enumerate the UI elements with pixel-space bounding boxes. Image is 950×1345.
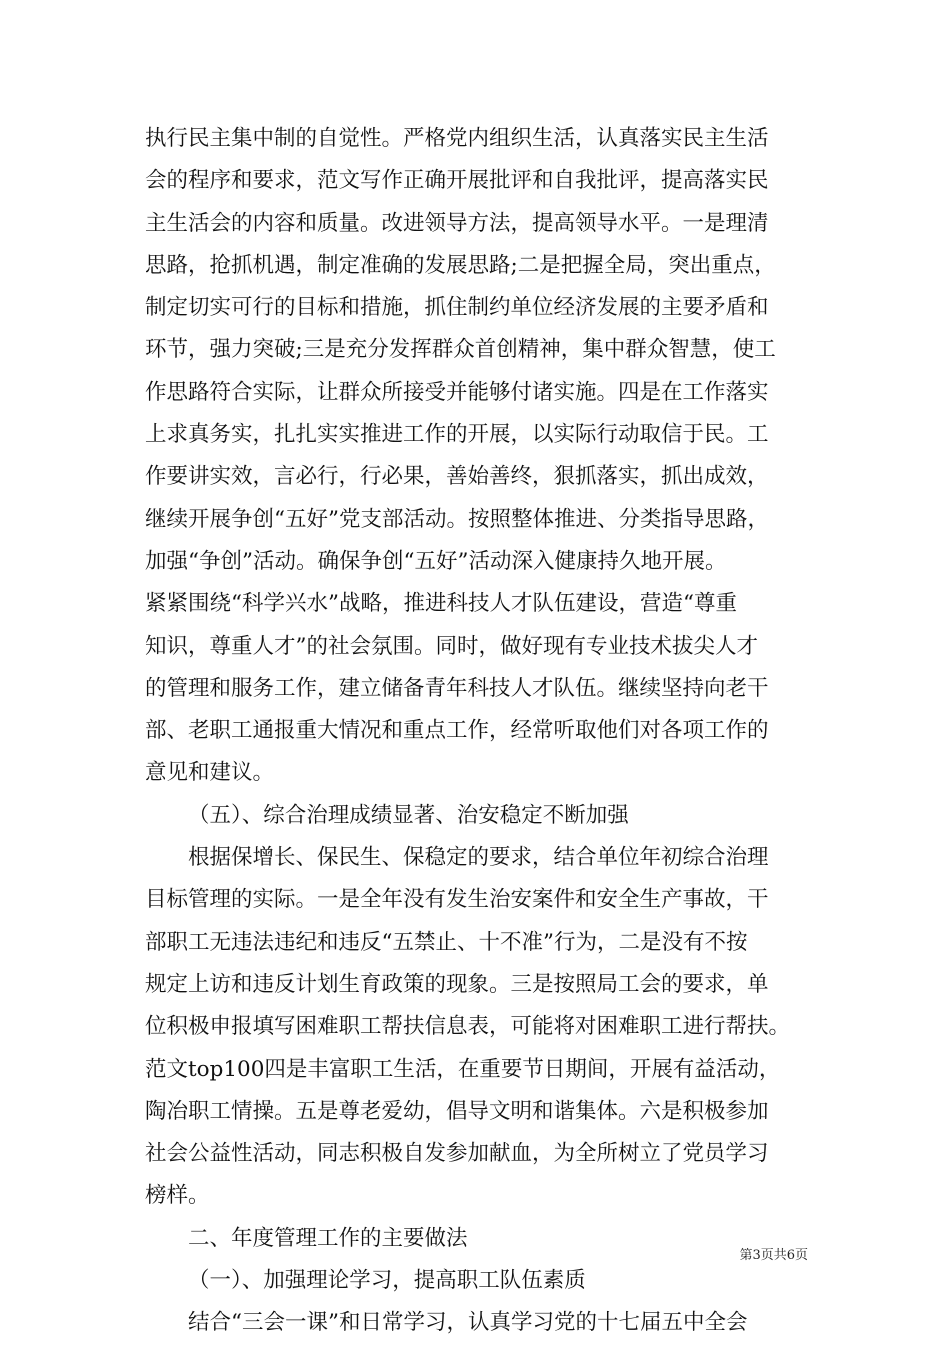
text-line: 主生活会的内容和质量。改进领导方法，提高领导水平。一是理清 bbox=[145, 210, 769, 236]
text-line: 部、老职工通报重大情况和重点工作，经常听取他们对各项工作的 bbox=[145, 718, 769, 744]
text-line: 社会公益性活动，同志积极自发参加献血，为全所树立了党员学习 bbox=[145, 1141, 769, 1167]
text-line: 作要讲实效，言必行，行必果，善始善终，狠抓落实，抓出成效， bbox=[145, 464, 769, 490]
section-heading: 二、年度管理工作的主要做法 bbox=[188, 1225, 468, 1251]
subsection-heading: （一）、加强理论学习，提高职工队伍素质 bbox=[188, 1268, 586, 1294]
text-line: 会的程序和要求，范文写作正确开展批评和自我批评，提高落实民 bbox=[145, 168, 769, 194]
text-line: 的管理和服务工作，建立储备青年科技人才队伍。继续坚持向老干 bbox=[145, 675, 769, 701]
text-line: 继续开展争创“五好”党支部活动。按照整体推进、分类指导思路， bbox=[145, 506, 769, 532]
text-line: 陶冶职工情操。五是尊老爱幼，倡导文明和谐集体。六是积极参加 bbox=[145, 1098, 769, 1124]
text-line: 加强“争创”活动。确保争创“五好”活动深入健康持久地开展。 bbox=[145, 548, 727, 574]
text-line: 部职工无违法违纪和违反“五禁止、十不准”行为，二是没有不按 bbox=[145, 929, 748, 955]
text-line: 位积极申报填写困难职工帮扶信息表，可能将对困难职工进行帮扶。 bbox=[145, 1014, 791, 1040]
text-line: 制定切实可行的目标和措施，抓住制约单位经济发展的主要矛盾和 bbox=[145, 295, 769, 321]
section-heading: （五）、综合治理成绩显著、治安稳定不断加强 bbox=[188, 802, 629, 828]
text-line: 上求真务实，扎扎实实推进工作的开展，以实际行动取信于民。工 bbox=[145, 422, 769, 448]
text-line: 思路，抢抓机遇，制定准确的发展思路;二是把握全局，突出重点， bbox=[145, 252, 776, 278]
paragraph-start-line: 根据保增长、保民生、保稳定的要求，结合单位年初综合治理 bbox=[188, 845, 769, 871]
text-line: 目标管理的实际。一是全年没有发生治安案件和安全生产事故，干 bbox=[145, 887, 769, 913]
body-text bbox=[145, 118, 815, 1345]
text-line: 榜样。 bbox=[145, 1183, 210, 1209]
text-line: 紧紧围绕“科学兴水”战略，推进科技人才队伍建设，营造“尊重 bbox=[145, 591, 737, 617]
text-line: 规定上访和违反计划生育政策的现象。三是按照局工会的要求，单 bbox=[145, 971, 769, 997]
page-number-footer: 第3页共6页 bbox=[739, 1248, 808, 1263]
text-line: 作思路符合实际，让群众所接受并能够付诸实施。四是在工作落实 bbox=[145, 379, 769, 405]
text-line: 环节，强力突破;三是充分发挥群众首创精神，集中群众智慧，使工 bbox=[145, 337, 776, 363]
text-line: 知识，尊重人才”的社会氛围。同时，做好现有专业技术拔尖人才 bbox=[145, 633, 758, 659]
paragraph-start-line: 结合“三会一课”和日常学习，认真学习党的十七届五中全会 bbox=[188, 1310, 748, 1336]
text-line: 范文top100四是丰富职工生活，在重要节日期间，开展有益活动， bbox=[145, 1056, 781, 1082]
text-line: 执行民主集中制的自觉性。严格党内组织生活，认真落实民主生活 bbox=[145, 126, 769, 151]
text-line: 意见和建议。 bbox=[145, 760, 275, 786]
